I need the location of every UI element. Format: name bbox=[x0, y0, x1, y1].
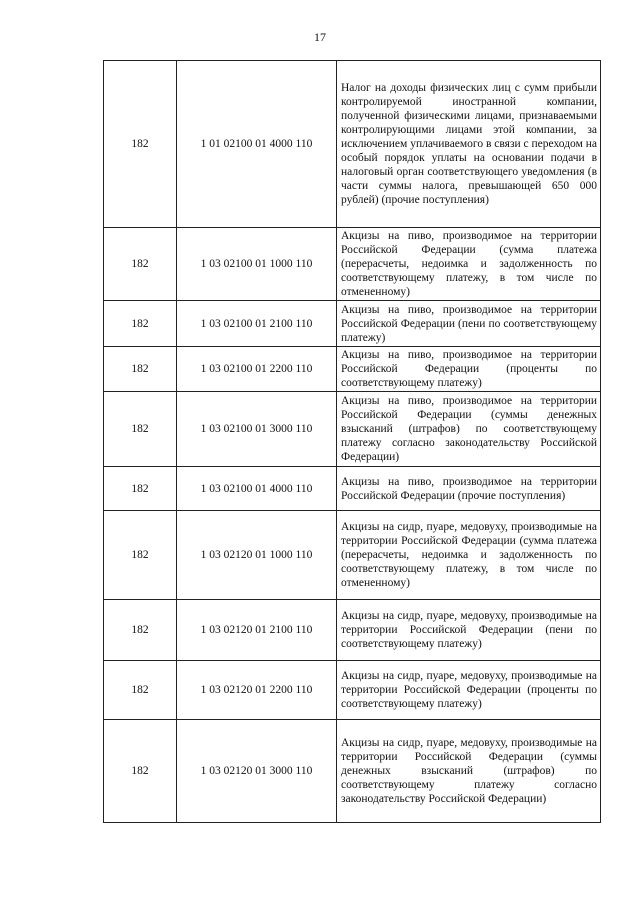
table-row bbox=[104, 511, 601, 600]
kbk-code-cell: 1 03 02100 01 2200 110 bbox=[177, 347, 337, 392]
table-row bbox=[104, 600, 601, 661]
table-row bbox=[104, 61, 601, 228]
table-row bbox=[104, 228, 601, 301]
income-name-cell: Акцизы на сидр, пуаре, медовуху, производимые на территории Российской Федерации (сумма платежа (перерасчеты, недоимка и задолженность по соответствующему платежу, в том числе по отмененному) bbox=[337, 511, 601, 600]
admin-code-cell: 182 bbox=[104, 301, 177, 347]
table-row bbox=[104, 347, 601, 392]
income-name-cell: Акцизы на сидр, пуаре, медовуху, производимые на территории Российской Федерации (пени по соответствующему платежу) bbox=[337, 600, 601, 661]
income-name-cell: Акцизы на пиво, производимое на территории Российской Федерации (пени по соответствующему платежу) bbox=[337, 301, 601, 347]
kbk-code-cell: 1 03 02100 01 4000 110 bbox=[177, 467, 337, 511]
admin-code-cell: 182 bbox=[104, 61, 177, 228]
admin-code-cell: 182 bbox=[104, 347, 177, 392]
kbk-code-cell: 1 03 02120 01 1000 110 bbox=[177, 511, 337, 600]
admin-code-cell: 182 bbox=[104, 600, 177, 661]
income-name-cell: Акцизы на пиво, производимое на территории Российской Федерации (суммы денежных взысканий (штрафов) по соответствующему платежу согласно законодательству Российской Федерации) bbox=[337, 392, 601, 467]
kbk-code-cell: 1 01 02100 01 4000 110 bbox=[177, 61, 337, 228]
table-row bbox=[104, 467, 601, 511]
admin-code-cell: 182 bbox=[104, 392, 177, 467]
admin-code-cell: 182 bbox=[104, 720, 177, 823]
admin-code-cell: 182 bbox=[104, 228, 177, 301]
kbk-code-cell: 1 03 02100 01 3000 110 bbox=[177, 392, 337, 467]
budget-classification-table bbox=[103, 60, 601, 823]
table-row bbox=[104, 661, 601, 720]
table-row bbox=[104, 392, 601, 467]
kbk-code-cell: 1 03 02100 01 2100 110 bbox=[177, 301, 337, 347]
kbk-code-cell: 1 03 02100 01 1000 110 bbox=[177, 228, 337, 301]
kbk-code-cell: 1 03 02120 01 2100 110 bbox=[177, 600, 337, 661]
income-name-cell: Акцизы на пиво, производимое на территории Российской Федерации (сумма платежа (перерасчеты, недоимка и задолженность по соответствующему платежу, в том числе по отмененному) bbox=[337, 228, 601, 301]
admin-code-cell: 182 bbox=[104, 511, 177, 600]
table-row bbox=[104, 720, 601, 823]
table-row bbox=[104, 301, 601, 347]
kbk-code-cell: 1 03 02120 01 2200 110 bbox=[177, 661, 337, 720]
income-name-cell: Акцизы на пиво, производимое на территории Российской Федерации (прочие поступления) bbox=[337, 467, 601, 511]
kbk-code-cell: 1 03 02120 01 3000 110 bbox=[177, 720, 337, 823]
income-name-cell: Акцизы на пиво, производимое на территории Российской Федерации (проценты по соответствующему платежу) bbox=[337, 347, 601, 392]
admin-code-cell: 182 bbox=[104, 661, 177, 720]
admin-code-cell: 182 bbox=[104, 467, 177, 511]
page-number: 17 bbox=[314, 30, 326, 44]
income-name-cell: Налог на доходы физических лиц с сумм прибыли контролируемой иностранной компании, полученной физическими лицами, признаваемыми контролирующими лицами этой компании, за исключением уплачиваемого в связи с переходом на особый порядок уплаты на основании подачи в налоговый орган соответствующего уведомления (в части суммы налога, превышающей 650 000 рублей) (прочие поступления) bbox=[337, 61, 601, 228]
income-name-cell: Акцизы на сидр, пуаре, медовуху, производимые на территории Российской Федерации (проценты по соответствующему платежу) bbox=[337, 661, 601, 720]
income-name-cell: Акцизы на сидр, пуаре, медовуху, производимые на территории Российской Федерации (суммы денежных взысканий (штрафов) по соответствующему платежу согласно законодательству Российской Федерации) bbox=[337, 720, 601, 823]
